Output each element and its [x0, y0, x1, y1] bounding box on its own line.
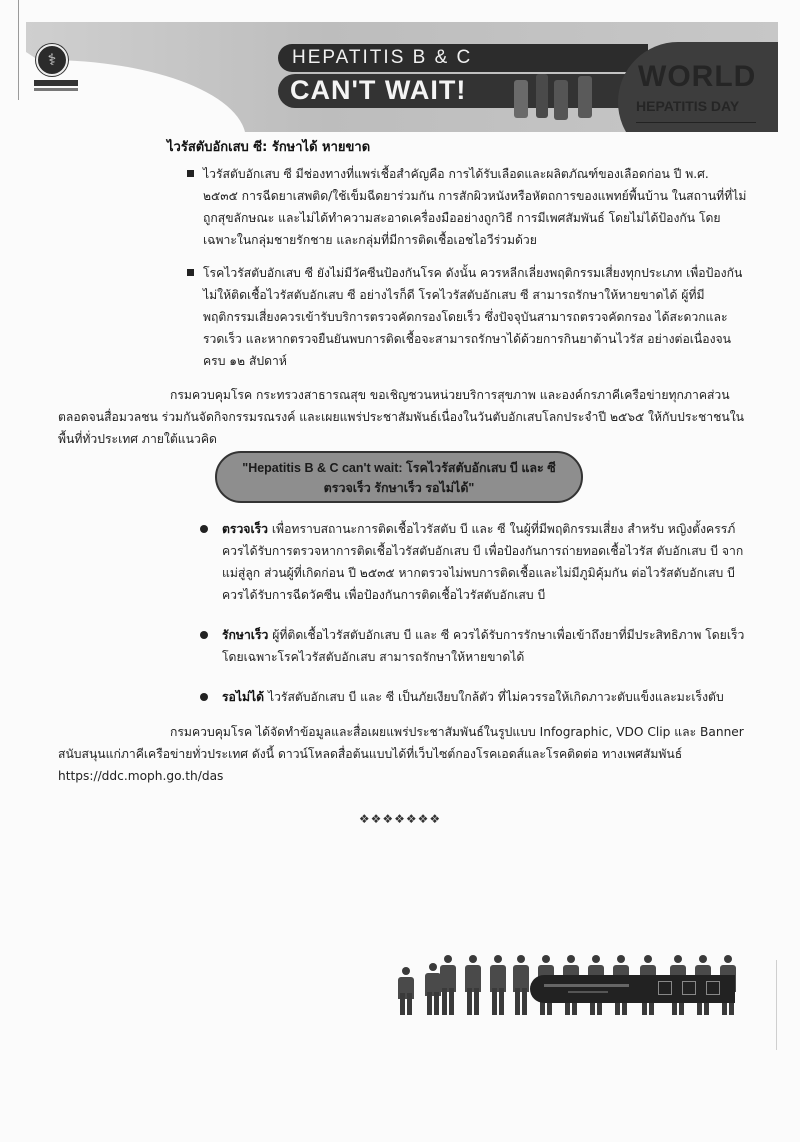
slogan-line-1: "Hepatitis B & C can't wait: โรคไวรัสตับอักเสบ บี และ ซี	[242, 461, 556, 475]
intro-paragraph: กรมควบคุมโรค กระทรวงสาธารณสุข ขอเชิญชวนหน่วยบริการสุขภาพ และองค์กรภาคีเครือข่ายทุกภาคส่วน ตลอดจนสื่อมวลชน ร่วมกันจัดกิจกรรมรณรงค์ และเผยแพร่ประชาสัมพันธ์เนื่องในวันตับอักเสบโลกประจำปี ๒๕๖๕ ให้กับประชาชนในพื้นที่ทั่วประเทศ ภายใต้แนวคิด	[58, 388, 744, 446]
download-link[interactable]: https://ddc.moph.go.th/das	[58, 769, 224, 783]
person-head	[699, 955, 707, 963]
header-banner	[26, 22, 778, 132]
person-head	[617, 955, 625, 963]
closing-paragraph	[58, 721, 748, 787]
point-term: รักษาเร็ว	[222, 628, 269, 642]
person-leg	[499, 988, 504, 1015]
person-figure-icon	[578, 76, 592, 118]
person-figure-icon	[554, 80, 568, 120]
person-leg	[434, 992, 439, 1015]
qr-code-icon	[706, 981, 720, 995]
list-item-text: โรคไวรัสตับอักเสบ ซี ยังไม่มีวัคซีนป้องกันโรค ดังนั้น ควรหลีกเลี่ยงพฤติกรรมเสี่ยงทุกประเภท เพื่อป้องกันไม่ให้ติดเชื้อไวรัสตับอักเสบ ซี อย่างไรก็ดี โรคไวรัสตับอักเสบ ซี สามารถรักษาให้หายขาดได้ ผู้ที่มีพฤติกรรมเสี่ยงควรเข้ารับบริการตรวจคัดกรองโดยเร็ว ซึ่งปัจจุบันสามารถตรวจคัดกรอง ได้สะดวกและรวดเร็ว และหากตรวจยืนยันพบการติดเชื้อจะสามารถรักษาได้ด้วยการกินยาต้านไวรัส อย่างต่อเนื่องจนครบ ๑๒ สัปดาห์	[203, 266, 743, 368]
scan-edge	[18, 0, 19, 100]
person-head	[567, 955, 575, 963]
square-bullet-icon	[187, 269, 194, 276]
person-figure-icon	[514, 80, 528, 118]
person-leg	[400, 993, 405, 1015]
section-heading: ไวรัสตับอักเสบ ซี: รักษาได้ หายขาด	[167, 140, 371, 155]
caduceus-icon: ⚕	[47, 50, 57, 69]
point-text: ไวรัสตับอักเสบ บี และ ซี เป็นภัยเงียบใกล้ตัว ที่ไม่ควรรอให้เกิดภาวะตับแข็งและมะเร็งตับ	[264, 690, 724, 704]
person-leg	[449, 988, 454, 1015]
person-figure-icon	[536, 74, 548, 118]
square-bullet-icon	[187, 170, 194, 177]
round-bullet-icon	[200, 693, 208, 701]
person-leg	[492, 988, 497, 1015]
footer-text-line	[568, 991, 608, 993]
scan-edge	[776, 960, 777, 1050]
point-term: ตรวจเร็ว	[222, 522, 269, 536]
person-silhouette-icon	[513, 955, 529, 1015]
ministry-seal-icon	[36, 44, 68, 76]
campaign-points-list	[198, 518, 750, 708]
badge-world: WORLD	[638, 60, 757, 93]
footer-banner	[530, 975, 735, 1003]
list-item	[187, 163, 747, 251]
person-head	[592, 955, 600, 963]
qr-code-icon	[682, 981, 696, 995]
person-head	[724, 955, 732, 963]
banner-slogan-pill	[278, 74, 668, 108]
person-leg	[427, 992, 432, 1015]
qr-code-icon	[658, 981, 672, 995]
person-head	[644, 955, 652, 963]
person-head	[429, 963, 437, 971]
point-term: รอไม่ได้	[222, 690, 265, 704]
round-bullet-icon	[200, 631, 208, 639]
person-head	[494, 955, 502, 963]
person-silhouette-icon	[440, 955, 456, 1015]
list-item	[187, 262, 747, 372]
list-item-text: ไวรัสตับอักเสบ ซี มีช่องทางที่แพร่เชื้อสำคัญคือ การได้รับเลือดและผลิตภัณฑ์ของเลือดก่อน ปี พ.ศ. ๒๕๓๕ การฉีดยาเสพติด/ใช้เข็มฉีดยาร่วมกัน การสักผิวหนังหรือหัตถการของแพทย์พื้นบ้าน ในสถานที่ที่ไม่ถูกสุขลักษณะ และไม่ได้ทำความสะอาดเครื่องมืออย่างถูกวิธี การมีเพศสัมพันธ์ โดยไม่ได้ป้องกัน โดยเฉพาะในกลุ่มชายรักชาย และกลุ่มที่มีการติดเชื้อเอชไอวีร่วมด้วย	[203, 167, 747, 247]
person-silhouette-icon	[398, 967, 414, 1015]
person-leg	[522, 988, 527, 1015]
person-head	[402, 967, 410, 975]
campaign-slogan	[215, 451, 583, 503]
footer-text-line	[544, 984, 629, 987]
person-head	[469, 955, 477, 963]
list-item	[198, 624, 750, 668]
person-leg	[442, 988, 447, 1015]
slogan-line-2: ตรวจเร็ว รักษาเร็ว รอไม่ได้"	[323, 481, 475, 495]
person-silhouette-icon	[425, 963, 441, 1015]
logo-subtitle	[34, 88, 78, 91]
banner-title: HEPATITIS B & C	[292, 47, 473, 68]
badge-subtitle: HEPATITIS DAY	[636, 98, 740, 114]
point-text: เพื่อทราบสถานะการติดเชื้อไวรัสตับ บี และ ซี ในผู้ที่มีพฤติกรรมเสี่ยง สำหรับ หญิงตั้งครรภ์ควรได้รับการตรวจหาการติดเชื้อไวรัสตับอักเสบ บี เพื่อป้องกันการถ่ายทอดเชื้อไวรัส ตับอักเสบ บี จากแม่สู่ลูก ส่วนผู้ที่เกิดก่อน ปี ๒๕๓๕ หากตรวจไม่พบการติดเชื้อและไม่มีภูมิคุ้มกัน ต่อไวรัสตับอักเสบ บี ควรได้รับการฉีดวัคซีน เพื่อป้องกันการติดเชื้อไวรัสตับอักเสบ บี	[222, 522, 744, 602]
list-item	[198, 686, 750, 708]
point-text: ผู้ที่ติดเชื้อไวรัสตับอักเสบ บี และ ซี ควรได้รับการรักษาเพื่อเข้าถึงยาที่มีประสิทธิภาพ โดยเร็ว โดยเฉพาะโรคไวรัสตับอักเสบ สามารถรักษาให้หายขาดได้	[222, 628, 745, 664]
logo-wordmark	[34, 80, 78, 86]
person-silhouette-icon	[465, 955, 481, 1015]
hepatitis-c-facts-list	[187, 163, 747, 383]
list-item	[198, 518, 750, 606]
world-hepatitis-day-badge	[618, 42, 778, 132]
person-leg	[515, 988, 520, 1015]
closing-text: กรมควบคุมโรค ได้จัดทำข้อมูลและสื่อเผยแพร่ประชาสัมพันธ์ในรูปแบบ Infographic, VDO Clip และ Banner สนับสนุนแก่ภาคีเครือข่ายทั่วประเทศ ดังนี้ ดาวน์โหลดสื่อต้นแบบได้ที่เว็บไซต์กองโรคเอดส์และโรคติดต่อ ทางเพศสัมพันธ์	[58, 725, 744, 761]
person-head	[517, 955, 525, 963]
person-leg	[467, 988, 472, 1015]
person-leg	[474, 988, 479, 1015]
section-ornament: ❖❖❖❖❖❖❖	[358, 812, 442, 826]
round-bullet-icon	[200, 525, 208, 533]
banner-slogan: CAN'T WAIT!	[290, 75, 467, 105]
person-head	[542, 955, 550, 963]
person-leg	[407, 993, 412, 1015]
banner-title-pill	[278, 44, 648, 72]
person-head	[444, 955, 452, 963]
person-silhouette-icon	[490, 955, 506, 1015]
person-head	[674, 955, 682, 963]
badge-divider	[636, 122, 756, 123]
